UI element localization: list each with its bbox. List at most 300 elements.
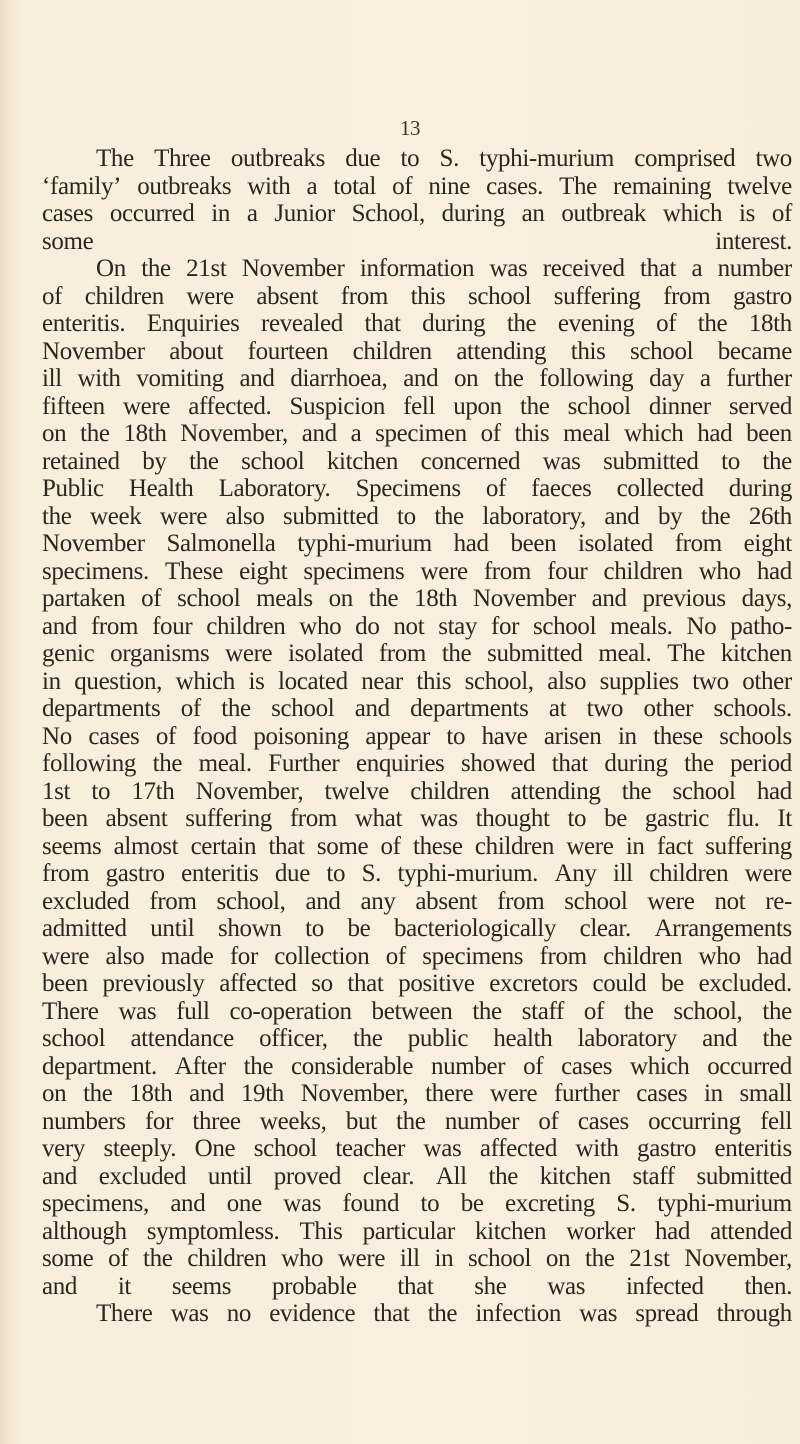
word: the <box>506 310 537 337</box>
word: children <box>474 832 555 860</box>
word: clear. <box>579 915 631 942</box>
word: were <box>186 282 234 310</box>
word: a <box>699 365 711 392</box>
word: school <box>271 695 335 722</box>
word: a <box>350 420 362 447</box>
word: were <box>122 392 171 420</box>
word: had <box>756 557 792 585</box>
word: co-operation <box>229 997 352 1025</box>
word: S. <box>361 860 382 887</box>
word: in <box>617 722 637 750</box>
word: diarrhoea, <box>290 365 388 392</box>
word: four <box>152 612 193 640</box>
word: 18th <box>748 310 792 337</box>
word: following <box>42 750 137 777</box>
text-line <box>42 1135 792 1163</box>
word: the <box>80 420 110 447</box>
word: was <box>489 255 528 282</box>
text-line <box>42 1053 792 1081</box>
word: poisoning <box>253 722 349 750</box>
word: collection <box>274 942 370 970</box>
word: School, <box>351 200 425 227</box>
word: seems <box>42 832 102 860</box>
word: It <box>777 805 792 832</box>
text-line <box>42 365 792 393</box>
word: On <box>96 255 126 282</box>
word: remaining <box>613 172 712 200</box>
word: one <box>226 1190 262 1217</box>
word: ill <box>612 860 633 887</box>
word: health <box>493 1025 553 1052</box>
word: the <box>352 1025 383 1052</box>
word: No <box>686 612 717 640</box>
word: children <box>84 282 164 310</box>
word: the <box>434 502 464 530</box>
text-line <box>42 805 792 833</box>
word: submitted <box>283 502 379 530</box>
word: any <box>360 887 396 915</box>
word: and <box>239 365 275 392</box>
word: excluded <box>98 1162 187 1190</box>
word: affected <box>479 1135 558 1162</box>
word: flu. <box>726 805 760 832</box>
word: school <box>533 612 597 640</box>
word: almost <box>113 832 179 860</box>
word: of <box>141 585 162 612</box>
word: 26th <box>748 502 792 530</box>
word: full <box>176 997 210 1025</box>
word: due <box>345 145 381 172</box>
word: a <box>691 255 703 282</box>
word: a <box>246 200 258 227</box>
word: the <box>141 255 171 282</box>
text-line <box>42 228 792 256</box>
word: the <box>396 1107 426 1135</box>
text-line <box>42 448 792 476</box>
word: Any <box>554 860 597 887</box>
word: ill <box>399 1245 420 1272</box>
word: proved <box>273 1162 342 1190</box>
word: 18th <box>414 585 458 612</box>
word: The <box>559 172 597 200</box>
word: gastro <box>637 1135 697 1162</box>
word: school <box>42 1025 106 1052</box>
word: 1st <box>42 777 71 805</box>
word: meal. <box>198 750 252 777</box>
word: to <box>326 860 346 887</box>
text-line <box>42 970 792 998</box>
word: 18th <box>123 420 167 447</box>
word: from <box>378 640 427 667</box>
word: found <box>342 1190 400 1217</box>
word: the <box>684 750 714 777</box>
word: nine <box>428 172 470 200</box>
word: made <box>160 942 214 970</box>
word: of <box>485 475 506 502</box>
word: The <box>96 145 134 172</box>
word: to <box>420 1190 440 1217</box>
word: been <box>510 530 557 557</box>
word: cases <box>577 1107 629 1135</box>
word: with <box>77 365 121 392</box>
word: weeks, <box>259 1107 327 1135</box>
text-line <box>42 750 792 778</box>
word: two <box>586 695 624 722</box>
word: which <box>662 200 723 227</box>
word: meals. <box>610 612 673 640</box>
word: school <box>177 585 241 612</box>
text-line <box>42 998 792 1026</box>
word: admitted <box>42 915 127 942</box>
word: these <box>653 722 703 750</box>
paragraph-first-line <box>42 145 792 173</box>
word: the <box>42 502 72 530</box>
word: which <box>175 667 235 695</box>
word: school, <box>673 997 743 1025</box>
word: from <box>674 530 722 557</box>
word: of <box>656 310 677 337</box>
text-line <box>42 695 792 723</box>
text-line <box>42 1163 792 1191</box>
text-line <box>42 338 792 366</box>
word: these <box>412 832 463 860</box>
word: fourteen <box>247 337 329 365</box>
word: number <box>717 255 792 282</box>
word: appear <box>365 722 430 750</box>
word: also <box>547 667 587 695</box>
word: Health <box>128 475 194 502</box>
word: S. <box>616 1190 636 1217</box>
word: The <box>667 640 706 667</box>
word: November <box>241 255 345 282</box>
word: this <box>570 337 606 365</box>
word: organisms <box>110 640 210 667</box>
word: number <box>431 1052 506 1080</box>
word: from <box>663 282 711 310</box>
word: during <box>441 200 505 227</box>
word: number <box>444 1107 520 1135</box>
word: on <box>42 420 67 447</box>
text-line <box>42 200 792 228</box>
word: steeply. <box>103 1135 177 1162</box>
word: became <box>717 337 792 365</box>
word: and <box>305 887 341 915</box>
word: during <box>728 475 792 502</box>
word: who <box>698 557 741 585</box>
word: enteritis <box>714 1135 792 1162</box>
word: Enquiries <box>146 310 240 337</box>
word: be <box>347 915 371 942</box>
body-text <box>42 145 792 1328</box>
word: school <box>672 777 736 805</box>
word: children <box>603 557 683 585</box>
word: this <box>410 282 446 310</box>
text-line <box>42 530 792 558</box>
word: could <box>592 970 647 997</box>
word: the <box>143 1245 173 1272</box>
word: arisen <box>543 722 602 750</box>
word: schools <box>719 722 792 750</box>
word: fell <box>760 1107 792 1135</box>
word: school, <box>216 887 286 915</box>
word: and <box>301 420 337 447</box>
word: of <box>523 1052 544 1080</box>
word: collected <box>616 475 704 502</box>
word: were <box>490 1080 538 1107</box>
word: occurred <box>707 1052 792 1080</box>
word: which <box>624 420 684 447</box>
word: be <box>660 970 684 997</box>
word: do <box>355 612 380 640</box>
word: department. <box>42 1052 157 1080</box>
word: supplies <box>599 667 679 695</box>
word: and <box>702 1025 738 1052</box>
word: staff <box>632 1162 675 1190</box>
word: this <box>416 667 452 695</box>
word: two <box>755 145 792 172</box>
word: suffering <box>553 282 641 310</box>
word: in <box>625 832 645 860</box>
word: been <box>746 420 792 447</box>
word: eight <box>239 557 288 585</box>
word: that <box>364 310 401 337</box>
word: November, <box>684 1245 792 1272</box>
word: Public <box>42 475 104 502</box>
word: was <box>423 1135 462 1162</box>
word: from <box>497 887 545 915</box>
word: laboratory, <box>482 502 586 530</box>
word: by <box>142 447 167 475</box>
word: due <box>274 860 310 887</box>
word: and <box>170 1190 206 1217</box>
word: for <box>229 942 258 970</box>
word: not <box>714 887 746 915</box>
word: for <box>144 1107 174 1135</box>
word: children <box>206 612 286 640</box>
word: an <box>521 200 545 227</box>
word: the <box>189 447 219 475</box>
word: not <box>393 612 425 640</box>
word: cases <box>636 1080 688 1107</box>
text-line-content: some interest. <box>42 227 792 255</box>
word: school <box>253 1135 317 1162</box>
word: be <box>604 805 627 832</box>
word: meal. <box>598 640 652 667</box>
word: of <box>392 172 413 200</box>
word: were <box>42 942 90 970</box>
word: what <box>354 805 403 832</box>
word: All <box>435 1162 467 1190</box>
word: worker <box>566 1217 635 1245</box>
word: the <box>441 640 472 667</box>
word: submitted <box>487 640 583 667</box>
word: who <box>281 1245 324 1272</box>
word: from <box>483 557 532 585</box>
word: affected <box>219 970 297 997</box>
word: the <box>243 1052 274 1080</box>
text-line <box>42 640 792 668</box>
word: thought <box>475 805 550 832</box>
word: was <box>118 997 157 1025</box>
word: excluded <box>42 887 130 915</box>
word: the <box>221 695 251 722</box>
word: on <box>328 585 353 612</box>
word: children <box>352 337 432 365</box>
word: previous <box>642 585 726 612</box>
word: been <box>42 805 88 832</box>
word: of <box>42 282 63 310</box>
word: in <box>704 1080 723 1107</box>
word: the <box>585 1245 615 1272</box>
word: submitted <box>603 447 699 475</box>
word: gastric <box>644 805 710 832</box>
text-line <box>42 1108 792 1136</box>
text-line <box>42 915 792 943</box>
word: the <box>762 1025 792 1052</box>
word: the <box>427 1300 458 1327</box>
word: in <box>434 1245 454 1272</box>
word: school <box>467 1245 532 1272</box>
word: of <box>385 942 406 970</box>
text-line <box>42 668 792 696</box>
word: have <box>481 722 528 750</box>
word: served <box>728 392 792 420</box>
word: enquiries <box>355 750 445 777</box>
word: during <box>422 310 486 337</box>
word: was <box>283 1190 322 1217</box>
word: the <box>494 365 524 392</box>
word: partaken <box>42 585 126 612</box>
word: There <box>42 997 99 1025</box>
word: school <box>567 392 631 420</box>
word: revealed <box>261 310 343 337</box>
word: from <box>90 612 139 640</box>
word: from <box>42 860 90 887</box>
word: numbers <box>42 1107 126 1135</box>
word: the <box>83 1080 113 1107</box>
word: further <box>726 365 792 392</box>
word: to <box>446 722 466 750</box>
word: school <box>467 282 532 310</box>
word: November, <box>195 777 304 805</box>
word: November <box>42 530 145 557</box>
word: and <box>403 365 439 392</box>
word: of <box>480 420 501 447</box>
text-line <box>42 613 792 641</box>
word: during <box>604 750 668 777</box>
word: departments <box>42 695 161 722</box>
word: who <box>299 612 342 640</box>
word: at <box>548 695 567 722</box>
word: be <box>460 1190 484 1217</box>
word: and <box>354 695 390 722</box>
word: the <box>152 750 183 777</box>
word: children <box>410 777 490 805</box>
page-number: 13 <box>400 116 420 140</box>
text-line <box>42 558 792 586</box>
word: some <box>316 832 369 860</box>
word: with <box>247 172 291 200</box>
word: 21st <box>629 1245 670 1272</box>
word: re- <box>765 887 792 915</box>
word: is <box>248 667 265 695</box>
word: specimens, <box>42 1190 149 1217</box>
word: absent <box>256 282 319 310</box>
word: typhi-murium. <box>397 860 539 887</box>
word: cases <box>88 722 140 750</box>
word: outbreaks <box>230 145 325 172</box>
word: but <box>345 1107 377 1135</box>
word: and <box>604 502 640 530</box>
word: question, <box>74 667 163 695</box>
text-line <box>42 860 792 888</box>
word: Specimens <box>355 475 461 502</box>
word: were <box>225 640 273 667</box>
word: following <box>539 365 634 392</box>
word: four <box>547 557 588 585</box>
word: there <box>425 1080 474 1107</box>
word: no <box>226 1300 252 1327</box>
word: were <box>159 502 208 530</box>
word: excluded. <box>698 970 792 997</box>
word: 17th <box>131 777 175 805</box>
word: S. <box>439 145 460 172</box>
word: so <box>311 970 333 997</box>
word: Junior <box>274 200 335 227</box>
word: that <box>347 970 384 997</box>
word: small <box>739 1080 792 1107</box>
word: departments <box>410 695 529 722</box>
word: was <box>170 1300 209 1327</box>
word: No <box>42 722 72 750</box>
word: school <box>630 337 694 365</box>
word: evening <box>557 310 635 337</box>
word: had <box>453 530 489 557</box>
text-line <box>42 1218 792 1246</box>
word: between <box>371 997 453 1025</box>
word: of <box>771 200 792 227</box>
word: of <box>583 997 605 1025</box>
text-line <box>42 943 792 971</box>
word: was <box>419 805 458 832</box>
word: affected. <box>188 392 272 420</box>
word: teacher <box>335 1135 406 1162</box>
word: symptomless. <box>146 1217 280 1245</box>
word: cases. <box>486 172 543 200</box>
word: Arrangements <box>654 915 792 942</box>
word: showed <box>460 750 536 777</box>
word: vomiting <box>136 365 224 392</box>
word: enteritis. <box>42 310 126 337</box>
word: bacteriologically <box>393 915 556 942</box>
word: genic <box>42 640 95 667</box>
word: fell <box>403 392 436 420</box>
word: After <box>174 1052 226 1080</box>
word: kitchen <box>720 640 792 667</box>
word: November, <box>300 1080 409 1107</box>
word: clear. <box>362 1162 415 1190</box>
word: occurring <box>648 1107 741 1135</box>
word: November, <box>180 420 288 447</box>
word: specimen <box>375 420 467 447</box>
word: that <box>268 832 305 860</box>
word: staff <box>521 997 564 1025</box>
word: twelve <box>324 777 390 805</box>
word: Laboratory. <box>218 475 331 502</box>
text-line <box>42 778 792 806</box>
word: school, <box>464 667 534 695</box>
word: the <box>621 777 652 805</box>
